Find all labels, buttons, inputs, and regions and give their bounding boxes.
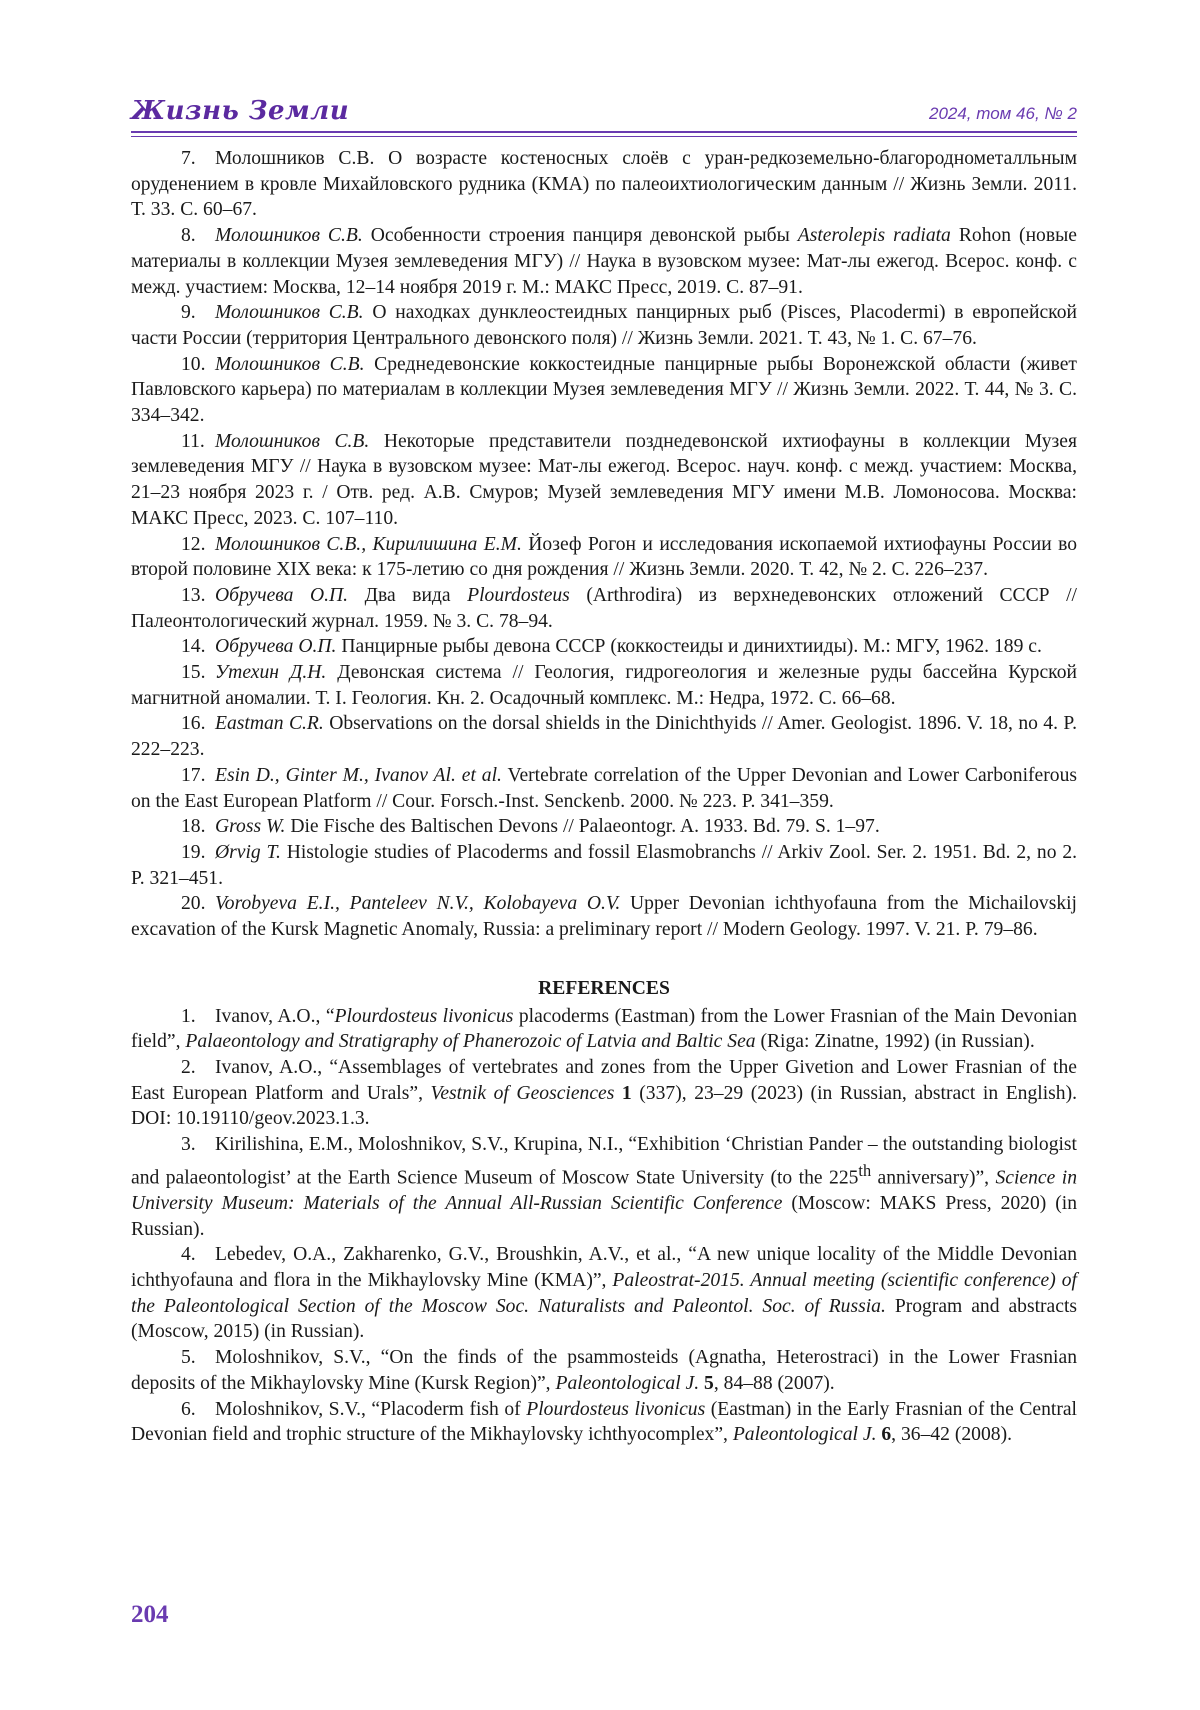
reference-content	[131, 146, 1077, 1448]
reference-item: 20. Vorobyeva E.I., Panteleev N.V., Kolobayeva O.V. Upper Devonian ichthyofauna from the Michailovskij excavation of the Kursk Magnetic Anomaly, Russia: a preliminary report // Modern Geology. 1997. V. 21. P. 79–86.	[131, 893, 1078, 941]
reference-item: 9. Молошников С.В. О находках дунклеостеидных панцирных рыб (Pisces, Placodermi) в европейской части России (территория Центрального девонского поля) // Жизнь Земли. 2021. Т. 43, № 1. С. 67–76.	[131, 302, 1077, 349]
reference-item: 15. Утехин Д.Н. Девонская система // Геология, гидрогеология и железные руды бассейна Курской магнитной аномалии. Т. I. Геология. Кн. 2. Осадочный комплекс. М.: Недра, 1972. С. 66–68.	[131, 662, 1077, 709]
reference-item: 7. Молошников С.В. О возрасте костеносных слоёв с уран-редкоземельно-благороднометалльным оруденением в кровле Михайловского рудника (КМА) по палеоихтиологическим данным // Жизнь Земли. 2011. Т. 33. С. 60–67.	[131, 148, 1077, 221]
page-number: 204	[131, 1601, 169, 1628]
reference-item: 8. Молошников С.В. Особенности строения панциря девонской рыбы Asterolepis radiata Rohon (новые материалы в коллекции Музея землеведения МГУ) // Наука в вузовском музее: Мат-лы ежегод. Всерос. конф. с межд. участием: Москва, 12–14 ноября 2019 г. М.: МАКС Пресс, 2019. С. 87–91.	[131, 225, 1077, 298]
reference-item: 11. Молошников С.В. Некоторые представители позднедевонской ихтиофауны в коллекции Музея землеведения МГУ // Наука в вузовском музее: Мат-лы ежегод. Всерос. науч. конф. с межд. участием: Москва, 21–23 ноября 2023 г. / Отв. ред. А.В. Смуров; Музей землеведения МГУ имени М.В. Ломоносова. Москва: МАКС Пресс, 2023. С. 107–110.	[131, 430, 1077, 529]
reference-item: 18. Gross W. Die Fische des Baltischen Devons // Palaeontogr. A. 1933. Bd. 79. S. 1–97.	[181, 816, 880, 838]
reference-item: 10. Молошников С.В. Среднедевонские коккостеидные панцирные рыбы Воронежской области (живет Павловского карьера) по материалам в коллекции Музея землеведения МГУ // Жизнь Земли. 2022. Т. 44, № 3. С. 334–342.	[131, 353, 1077, 427]
header-rule	[131, 131, 1077, 133]
reference-item: 1. Ivanov, A.O., “Plourdosteus livonicus placoderms (Eastman) from the Lower Frasnian of the Main Devonian field”, Palaeontology and Stratigraphy of Phanerozoic of Latvia and Baltic Sea (Riga: Zinatne, 1992) (in Russian).	[131, 1005, 1078, 1053]
reference-item: 13. Обручева О.П. Два вида Plourdosteus (Arthrodira) из верхнедевонских отложений СССР // Палеонтологический журнал. 1959. № 3. С. 78–94.	[131, 584, 1077, 632]
reference-item: 4. Lebedev, O.A., Zakharenko, G.V., Broushkin, A.V., et al., “A new unique locality of the Middle Devonian ichthyofauna and flora in the Mikhaylovsky Mine (KMA)”, Paleostrat-2015. Annual meeting (scientific conference) of the Paleontological Section of the Moscow Soc. Naturalists and Paleontol. Soc. of Russia. Program and abstracts (Moscow, 2015) (in Russian).	[131, 1244, 1078, 1343]
reference-item: 5. Moloshnikov, S.V., “On the finds of the psammosteids (Agnatha, Heterostraci) in the Lower Frasnian deposits of the Mikhaylovsky Mine (Kursk Region)”, Paleontological J. 5, 84–88 (2007).	[131, 1347, 1077, 1394]
reference-item: 19. Ørvig T. Histologie studies of Placoderms and fossil Elasmobranchs // Arkiv Zool. Ser. 2. 1951. Bd. 2, no 2. P. 321–451.	[131, 841, 1078, 889]
journal-title: Жизнь Земли	[131, 96, 350, 126]
reference-item: 14. Обручева О.П. Панцирные рыбы девона СССР (коккостеиды и динихтииды). М.: МГУ, 1962. 189 с.	[181, 636, 1042, 658]
reference-item: 16. Eastman C.R. Observations on the dorsal shields in the Dinichthyids // Amer. Geologist. 1896. V. 18, no 4. P. 222–223.	[131, 713, 1078, 761]
reference-item: 2. Ivanov, A.O., “Assemblages of vertebrates and zones from the Upper Givetion and Lower Frasnian of the East European Platform and Urals”, Vestnik of Geosciences 1 (337), 23–29 (2023) (in Russian, abstract in English). DOI: 10.19110/geov.2023.1.3.	[131, 1056, 1077, 1130]
reference-item: 3. Kirilishina, E.M., Moloshnikov, S.V., Krupina, N.I., “Exhibition ‘Christian Pander – the outstanding biologist and palaeontologist’ at the Earth Science Museum of Moscow State University (to the 225th anniversary)”, Science in University Museum: Materials of the Annual All-Russian Scientific Conference (Moscow: MAKS Press, 2020) (in Russian).	[131, 1134, 1078, 1240]
reference-item: 6. Moloshnikov, S.V., “Placoderm fish of Plourdosteus livonicus (Eastman) in the Early Frasnian of the Central Devonian field and trophic structure of the Mikhaylovsky ichthyocomplex”, Paleontological J. 6, 36–42 (2008).	[131, 1398, 1078, 1446]
reference-item: 12. Молошников С.В., Кирилишина Е.М. Йозеф Рогон и исследования ископаемой ихтиофауны России во второй половине XIX века: к 175-летию со дня рождения // Жизнь Земли. 2020. Т. 42, № 2. С. 226–237.	[131, 533, 1078, 581]
header-rule-thin	[131, 136, 1077, 137]
references-heading: REFERENCES	[538, 977, 670, 999]
reference-item: 17. Esin D., Ginter M., Ivanov Al. et al. Vertebrate correlation of the Upper Devonian and Lower Carboniferous on the East European Platform // Cour. Forsch.-Inst. Senckenb. 2000. № 223. P. 341–359.	[131, 764, 1077, 812]
running-header	[131, 96, 1077, 130]
issue-info: 2024, том 46, № 2	[928, 104, 1077, 123]
